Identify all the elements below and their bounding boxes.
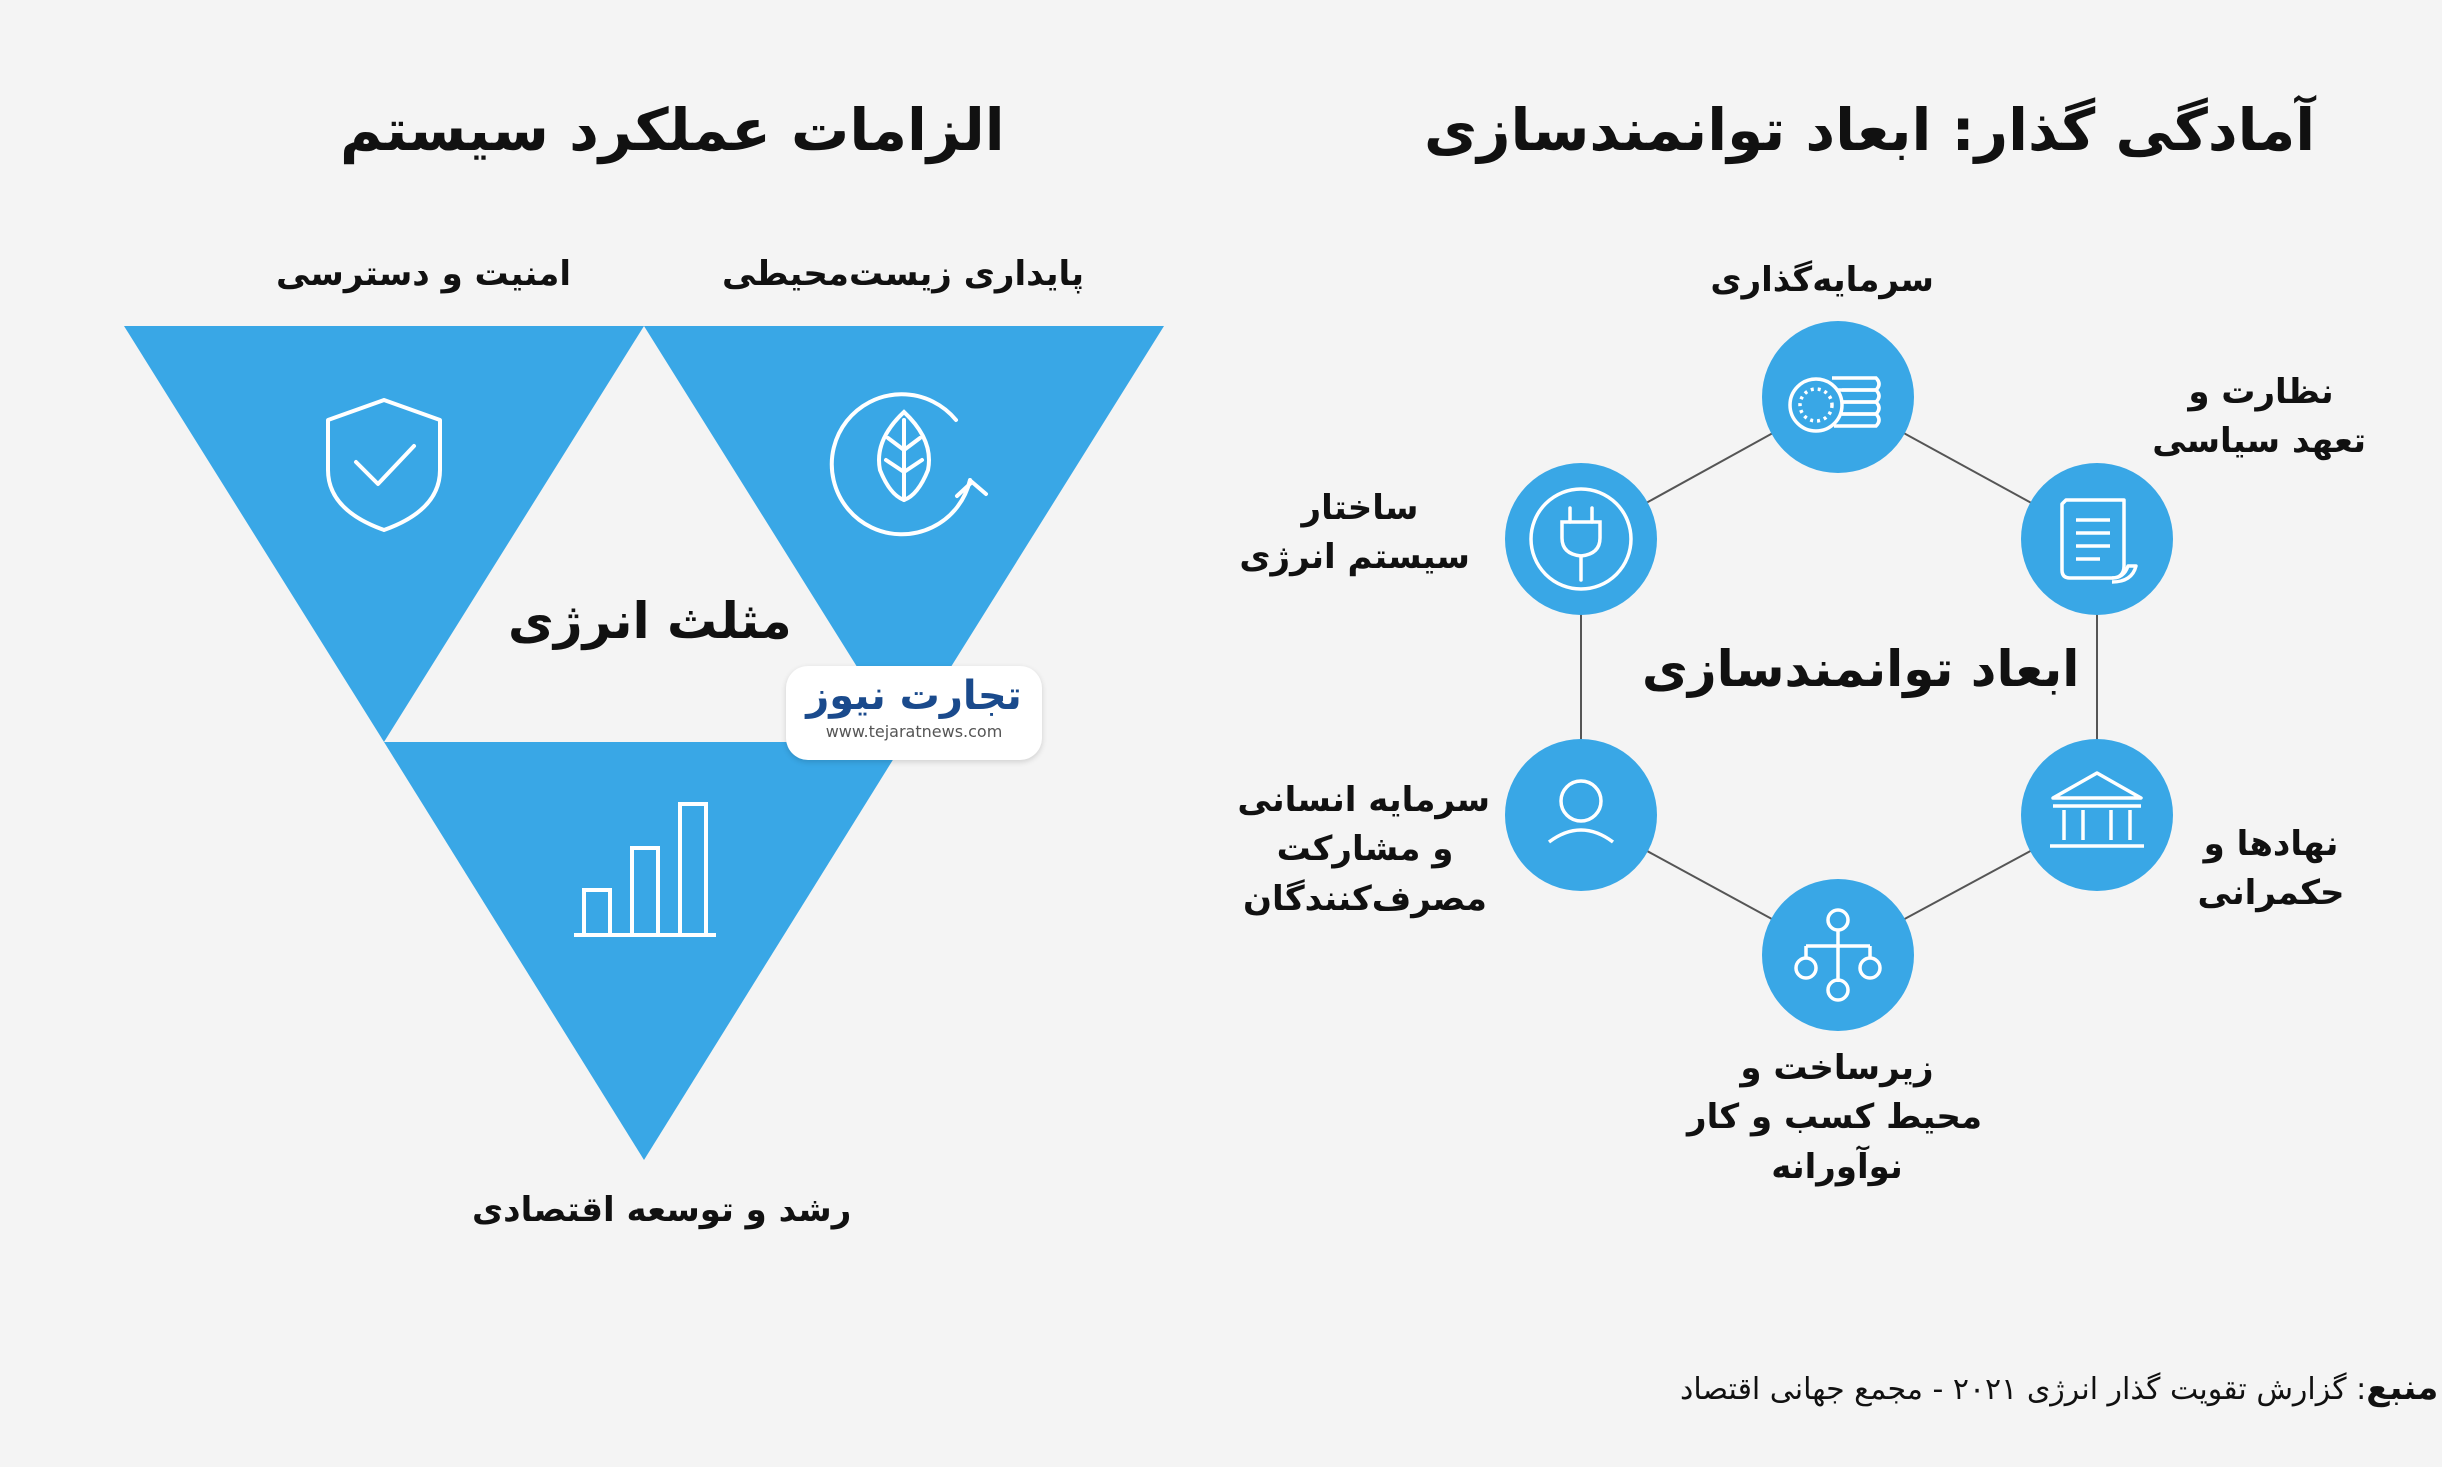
node-institutions <box>2021 739 2173 891</box>
left-panel-title: الزامات عملکرد سیستم <box>340 96 1005 164</box>
label-human-capital: سرمایه انسانی و مشارکت مصرف‌کنندگان <box>1237 780 1490 919</box>
source-note <box>1680 1368 2438 1408</box>
tejaratnews-logo <box>786 666 1042 760</box>
node-regulation <box>2021 463 2173 615</box>
label-growth: رشد و توسعه اقتصادی <box>472 1190 852 1230</box>
energy-triangle-label: مثلث انرژی <box>508 592 792 650</box>
label-institutions: نهادها و حکمرانی <box>2197 824 2345 914</box>
logo-url: www.tejaratnews.com <box>825 722 1003 741</box>
label-investment: سرمایه‌گذاری <box>1710 260 1934 300</box>
right-panel-title: آمادگی گذار: ابعاد توانمندسازی <box>1424 96 2316 164</box>
enabling-dimensions-label: ابعاد توانمندسازی <box>1642 640 2080 698</box>
node-human-capital <box>1505 739 1657 891</box>
source-label: منبع <box>2366 1368 2439 1408</box>
logo-name: تجارت نیوز <box>806 673 1022 719</box>
triangle-growth <box>384 742 904 1160</box>
triangle-security <box>124 326 644 742</box>
label-regulation: نظارت و تعهد سیاسی <box>2152 372 2366 462</box>
source-text: : گزارش تقویت گذار انرژی ۲۰۲۱ - مجمع جهانی اقتصاد <box>1680 1372 2367 1407</box>
node-energy-structure <box>1505 463 1657 615</box>
label-energy-structure: ساختار سیستم انرژی <box>1239 488 1470 578</box>
label-security: امنیت و دسترسی <box>276 254 572 294</box>
node-investment <box>1762 321 1914 473</box>
label-sustainability: پایداری زیست‌محیطی <box>722 254 1085 294</box>
label-infrastructure: زیرساخت و محیط کسب و کار نوآورانه <box>1687 1048 1982 1187</box>
